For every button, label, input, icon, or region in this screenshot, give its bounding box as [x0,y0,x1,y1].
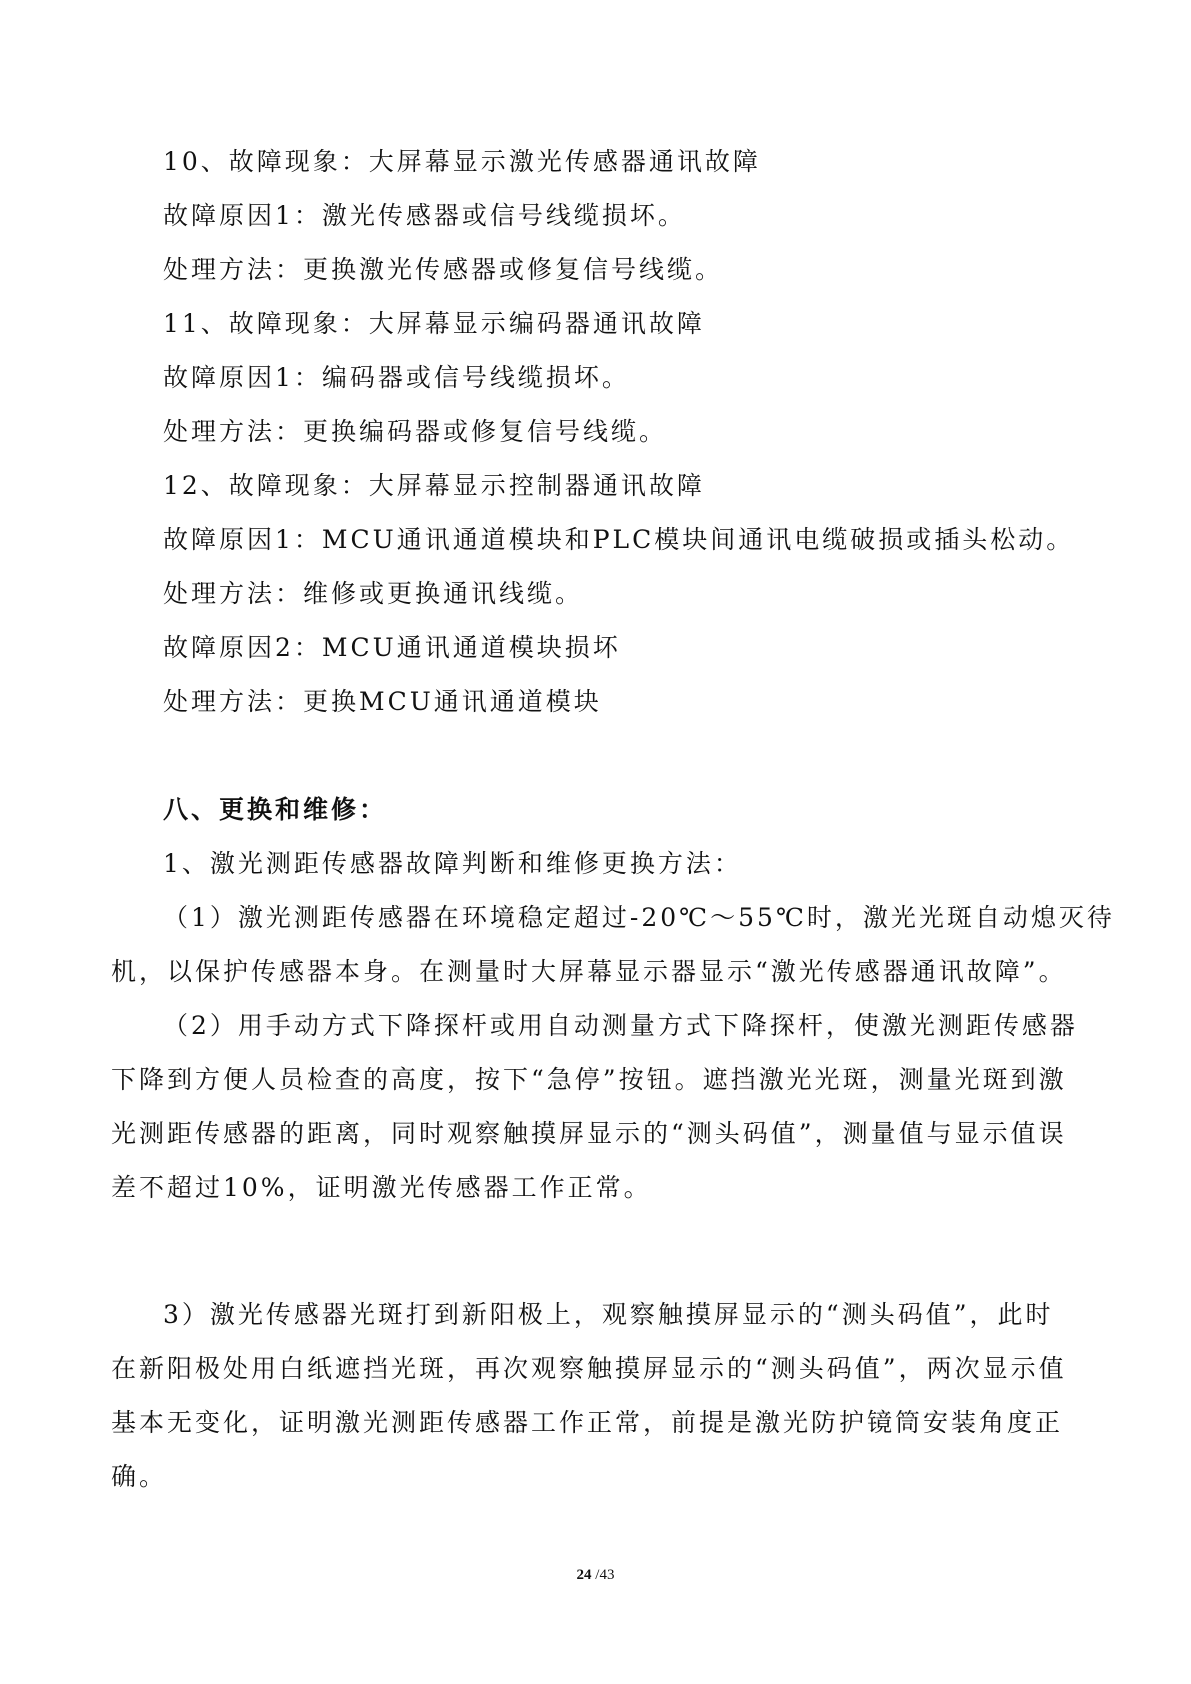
fault-10-cause-1: 故障原因1：激光传感器或信号线缆损坏。 [163,201,686,230]
paragraph-2-line-4: 差不超过10%，证明激光传感器工作正常。 [111,1173,652,1202]
paragraph-2-line-3: 光测距传感器的距离，同时观察触摸屏显示的“测头码值”，测量值与显示值误 [111,1119,1067,1148]
fault-10-title: 10、故障现象：大屏幕显示激光传感器通讯故障 [163,147,761,176]
paragraph-3-line-2: 在新阳极处用白纸遮挡光斑，再次观察触摸屏显示的“测头码值”，两次显示值 [111,1354,1067,1383]
total-pages: /43 [595,1567,615,1583]
paragraph-2-line-2: 下降到方便人员检查的高度，按下“急停”按钮。遮挡激光光斑，测量光斑到激 [111,1065,1067,1094]
fault-12-cause-2: 故障原因2：MCU通讯通道模块损坏 [163,633,621,662]
page-number [0,1565,1191,1585]
current-page-number: 24 [576,1567,592,1583]
section-heading: 八、更换和维修： [163,795,388,824]
fault-12-title: 12、故障现象：大屏幕显示控制器通讯故障 [163,471,705,500]
paragraph-3-line-3: 基本无变化，证明激光测距传感器工作正常，前提是激光防护镜筒安装角度正 [111,1408,1064,1437]
fault-10-fix-1: 处理方法：更换激光传感器或修复信号线缆。 [163,255,724,284]
fault-11-title: 11、故障现象：大屏幕显示编码器通讯故障 [163,309,705,338]
fault-11-fix-1: 处理方法：更换编码器或修复信号线缆。 [163,417,668,446]
fault-12-fix-2: 处理方法：更换MCU通讯通道模块 [163,687,602,716]
paragraph-3-line-4: 确。 [111,1462,168,1491]
paragraph-2-line-1: （2）用手动方式下降探杆或用自动测量方式下降探杆，使激光测距传感器 [163,1011,1078,1040]
paragraph-3-line-1: 3）激光传感器光斑打到新阳极上，观察触摸屏显示的“测头码值”，此时 [163,1300,1054,1329]
fault-12-cause-1: 故障原因1：MCU通讯通道模块和PLC模块间通讯电缆破损或插头松动。 [163,525,1075,554]
paragraph-1-line-2: 机，以保护传感器本身。在测量时大屏幕显示器显示“激光传感器通讯故障”。 [111,957,1067,986]
fault-11-cause-1: 故障原因1：编码器或信号线缆损坏。 [163,363,630,392]
section-item-1: 1、激光测距传感器故障判断和维修更换方法： [163,849,742,878]
fault-12-fix-1: 处理方法：维修或更换通讯线缆。 [163,579,584,608]
paragraph-1-line-1: （1）激光测距传感器在环境稳定超过-20℃～55℃时，激光光斑自动熄灭待 [163,903,1115,932]
